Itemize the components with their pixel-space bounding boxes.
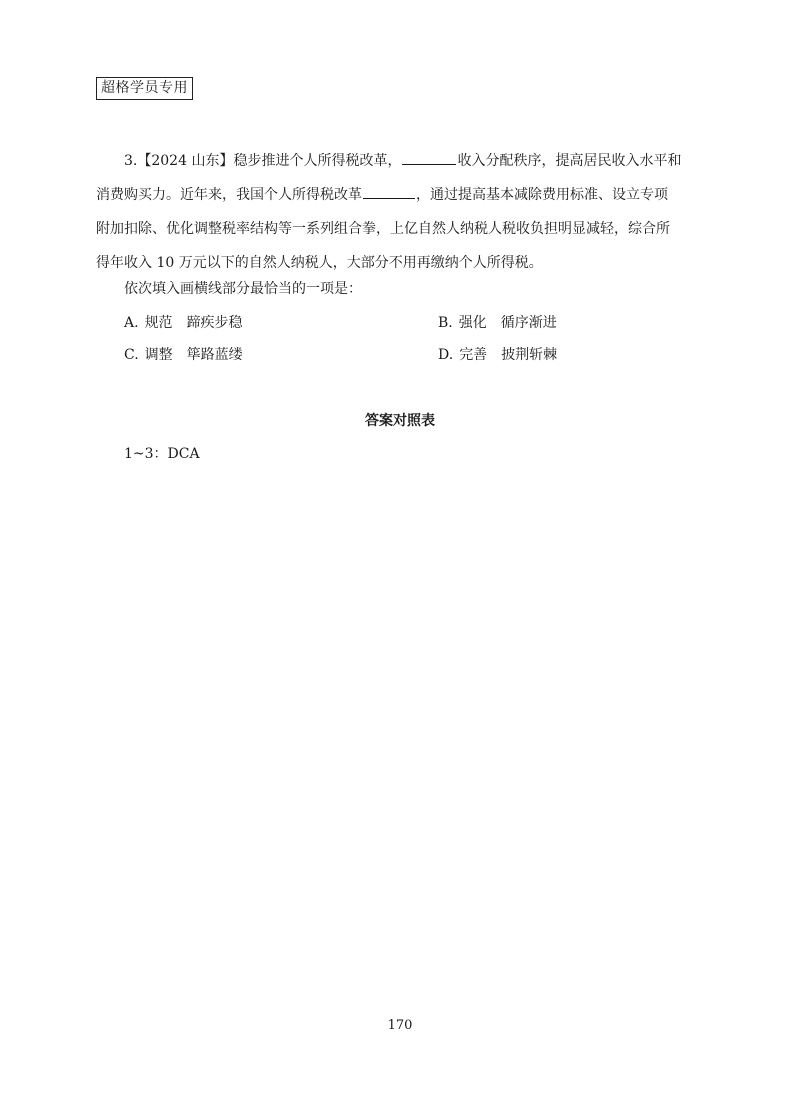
option-a [124,313,243,333]
option-b-letter: B. [438,315,453,331]
option-c [124,345,243,365]
option-a-word2: 蹄疾步稳 [186,315,243,331]
student-only-tag: 超格学员专用 [96,77,193,100]
question-text-2a: 消费购买力。近年来，我国个人所得税改革 [96,187,362,203]
question-text-1b: 收入分配秩序，提高居民收入水平和 [457,153,682,169]
fill-blank-2 [363,182,415,199]
option-d-word1: 完善 [459,347,488,363]
option-b [438,313,557,333]
option-c-word2: 筚路蓝缕 [186,347,243,363]
option-a-word1: 规范 [144,315,173,331]
question-text-2b: ，通过提高基本减除费用标准、设立专项 [416,187,668,203]
option-c-letter: C. [124,347,139,363]
option-b-word2: 循序渐进 [500,315,557,331]
option-d-word2: 披荆斩棘 [501,347,558,363]
question-line-3: 附加扣除、优化调整税率结构等一系列组合拳，上亿自然人纳税人税收负担明显减轻，综合所 [96,221,670,237]
answer-row: 1~3：DCA [124,446,200,462]
question-3 [96,144,708,280]
option-c-word1: 调整 [144,347,173,363]
question-text-1a: 稳步推进个人所得税改革， [233,153,402,169]
question-prompt: 依次填入画横线部分最恰当的一项是： [124,281,362,297]
option-b-word1: 强化 [458,315,487,331]
option-d-letter: D. [438,347,454,363]
page-number: 170 [387,1018,413,1033]
option-a-letter: A. [124,315,139,331]
answer-table-title: 答案对照表 [365,413,435,429]
question-number: 3. [124,153,138,169]
fill-blank-1 [402,148,456,165]
question-line-1 [96,144,708,178]
option-d [438,345,557,365]
question-source: 【2024 山东】 [137,153,234,169]
question-line-4: 得年收入 10 万元以下的自然人纳税人，大部分不用再缴纳个人所得税。 [96,255,543,271]
question-line-2 [96,178,708,212]
